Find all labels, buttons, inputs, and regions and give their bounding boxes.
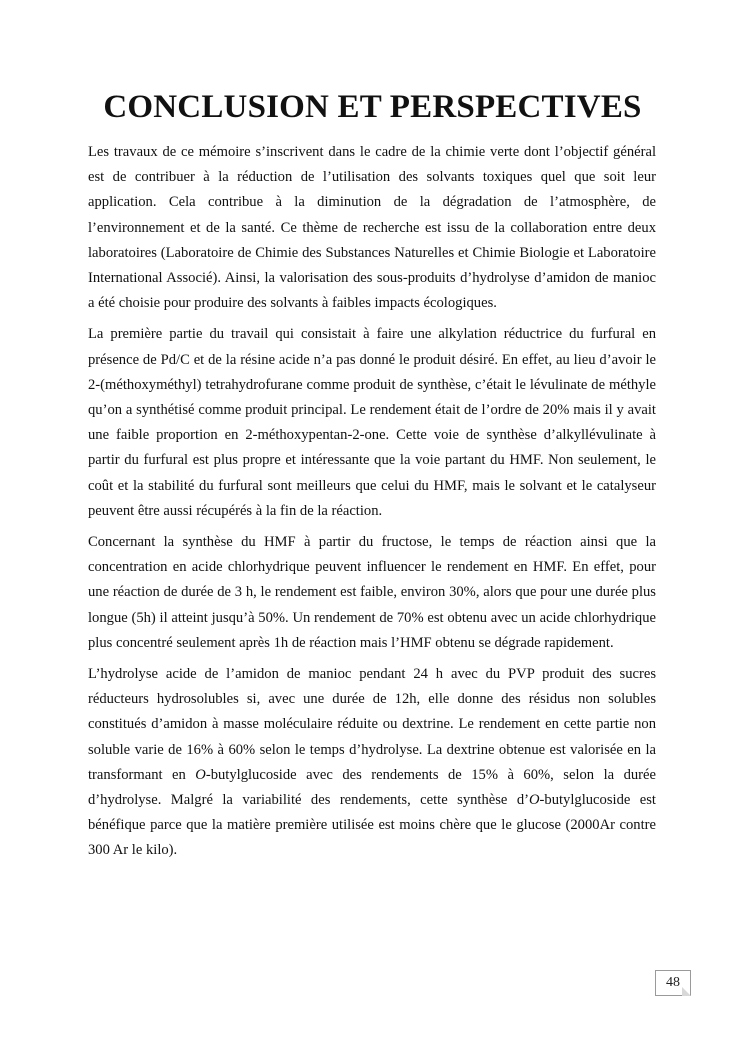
page-curl-icon [682, 987, 691, 996]
paragraph-hmf: Concernant la synthèse du HMF à partir du fructose, le temps de réaction ainsi que la concentration en acide chlorhydrique peuvent influencer le rendement en HMF. En effet, pour une réaction de durée de 3 h, le rendement est faible, environ 30%, alors que pour une durée plus longue (5h) il atteint jusqu’à 50%. Un rendement de 70% est obtenu avec un acide chlorhydrique plus concentré seulement après 1h de réaction mais l’HMF obtenu se dégrade rapidement. [88, 534, 656, 651]
italic-o-1: O [195, 766, 206, 783]
paragraph-hydrolyse-part-1: L’hydrolyse acide de l’amidon de manioc pendant 24 h avec du PVP produit des sucres réducteurs hydrosolubles si, avec une durée de 12h, elle donne des résidus non solubles constitués d’amidon à masse moléculaire réduite ou dextrine. Le rendement en cette partie non soluble varie de 16% à 60% selon le temps d’hydrolyse. La dextrine obtenue est valorisée en la transformant en [88, 666, 656, 783]
paragraph-furfural: La première partie du travail qui consistait à faire une alkylation réductrice du furfural en présence de Pd/C et de la résine acide n’a pas donné le produit désiré. En effet, au lieu d’avoir le 2-(méthoxyméthyl) tetrahydrofurane comme produit de synthèse, c’était le lévulinate de méthyle qu’on a synthétisé comme produit principal. Le rendement était de l’ordre de 20% mais il y avait une faible proportion en 2-méthoxypentan-2-one. Cette voie de synthèse d’alkyllévulinate à partir du furfural est plus propre et intéressante que la voie partant du HMF. Non seulement, le coût et la stabilité du furfural sont meilleurs que celui du HMF, mais le solvant et le catalyseur peuvent être aussi récupérés à la fin de la réaction. [88, 326, 656, 519]
paragraph-hydrolyse [88, 662, 656, 864]
paragraph-intro: Les travaux de ce mémoire s’inscrivent dans le cadre de la chimie verte dont l’objectif général est de contribuer à la réduction de l’utilisation des solvants toxiques quel que soit leur application. Cela contribue à la diminution de la dégradation de l’atmosphère, de l’environnement et de la santé. Ce thème de recherche est issu de la collaboration entre deux laboratoires (Laboratoire de Chimie des Substances Naturelles et Chimie Biologie et Laboratoire International Associé). Ainsi, la valorisation des sous-produits d’hydrolyse d’amidon de manioc a été choisie pour produire des solvants à faibles impacts écologiques. [88, 144, 656, 312]
paragraph-hydrolyse-part-2: -butylglucoside avec des rendements de 15% à 60%, selon la durée d’hydrolyse. Malgré la variabilité des rendements, cette synthèse d’ [88, 766, 656, 809]
italic-o-2: O [529, 792, 540, 809]
body-text [88, 140, 656, 870]
page-title: CONCLUSION ET PERSPECTIVES [103, 89, 642, 125]
paragraph-hydrolyse-part-3: -butylglucoside est bénéfique parce que la matière première utilisée est moins chère que le glucose (2000Ar contre 300 Ar le kilo). [88, 792, 656, 859]
page-number: 48 [666, 975, 680, 990]
page-number-box [655, 970, 691, 996]
